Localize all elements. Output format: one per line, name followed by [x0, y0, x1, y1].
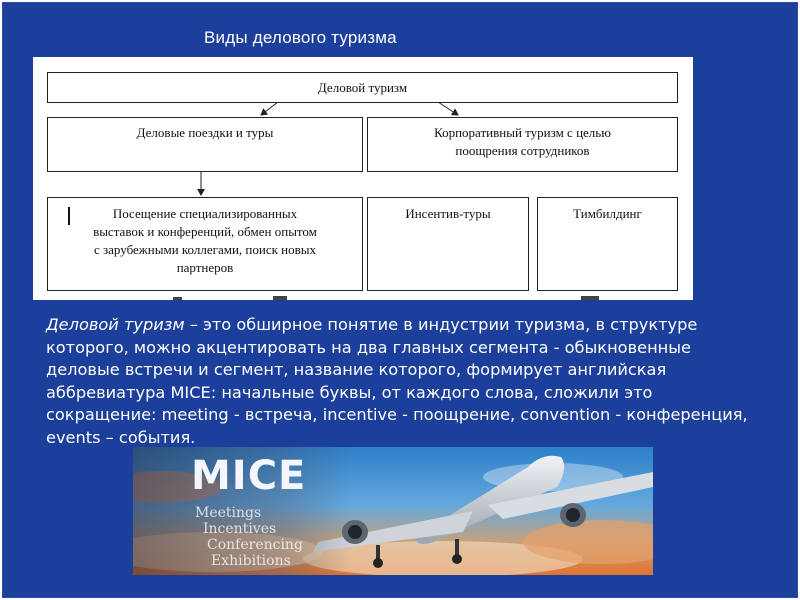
- mice-line-meetings: Meetings: [195, 505, 262, 521]
- leaf-box-2: [367, 197, 529, 291]
- mice-line-conferencing: Conferencing: [207, 537, 303, 553]
- leaf1-line3: с зарубежными коллегами, поиск новых: [94, 242, 316, 257]
- body-term: Деловой туризм: [46, 315, 185, 334]
- business-tourism-diagram: [33, 57, 693, 300]
- root-box: [47, 72, 678, 103]
- mice-text-panel: [133, 447, 353, 575]
- mice-line-incentives: Incentives: [203, 521, 277, 537]
- slide-title: Виды делового туризма: [204, 28, 397, 47]
- arrow-root-to-right: [438, 102, 458, 115]
- branch-right-box: [367, 117, 678, 172]
- branch-right-line2: поощрения сотрудников: [455, 143, 590, 158]
- body-text: – это обширное понятие в индустрии туризма, в структуре которого, можно акцентировать на два главных сегмента - обыкновенные деловые встречи и сегмент, название которого, формирует английская аббревиатура MICE: начальные буквы, от каждого слова, сложили это сокращение: meeting - встреча, incentive - поощрение, convention - конференция, events – события.: [46, 315, 748, 447]
- slide: [2, 2, 798, 598]
- mice-banner-image: [133, 447, 653, 575]
- arrow-root-to-left: [261, 102, 278, 115]
- branch-right-line1: Корпоративный туризм с целью: [434, 125, 611, 140]
- leaf3-label: Тимбилдинг: [573, 206, 642, 221]
- leaf2-label: Инсентив-туры: [405, 206, 491, 221]
- body-paragraph: [46, 314, 766, 450]
- mice-line-exhibitions: Exhibitions: [211, 553, 291, 569]
- leaf1-line4: партнеров: [176, 260, 234, 275]
- leaf1-line1: Посещение специализированных: [112, 206, 298, 221]
- leaf-box-3: [537, 197, 678, 291]
- branch-left-box: [47, 117, 363, 172]
- leaf-box-1: [47, 197, 363, 291]
- mice-logo-word: MICE: [191, 453, 307, 499]
- leaf1-line2: выставок и конференций, обмен опытом: [93, 224, 317, 239]
- cropped-caption-strokes: [33, 293, 693, 300]
- text-cursor: [68, 207, 70, 225]
- branch-left-label: Деловые поездки и туры: [136, 125, 274, 140]
- root-label: Деловой туризм: [317, 80, 408, 95]
